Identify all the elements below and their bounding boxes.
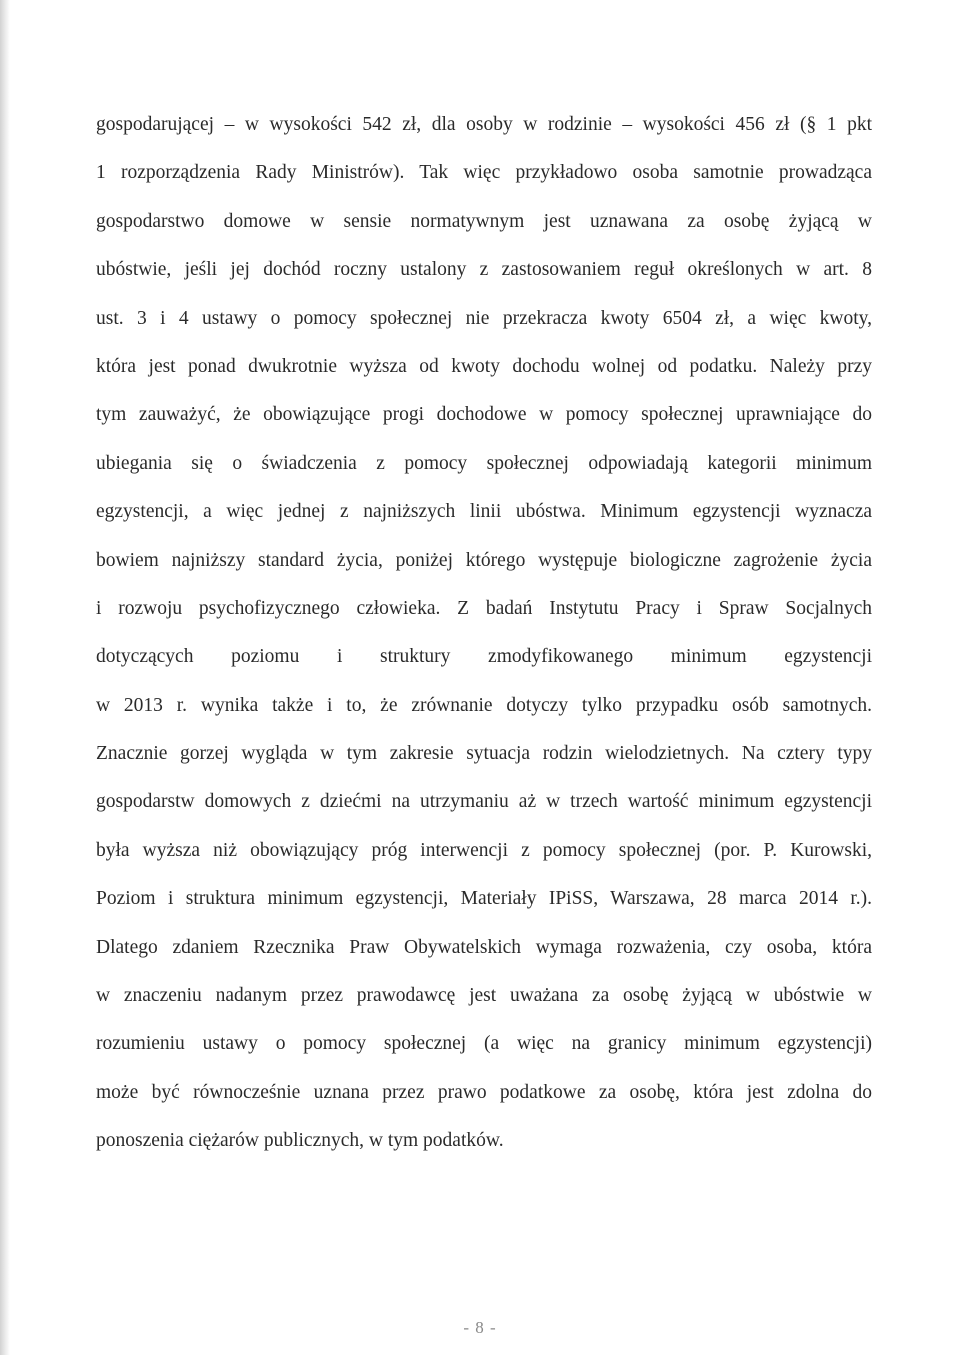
text-line-6: która jest ponad dwukrotnie wyższa od kwoty dochodu wolnej od podatku. Należy przy <box>96 355 872 377</box>
text-line-11: i rozwoju psychofizycznego człowieka. Z badań Instytutu Pracy i Spraw Socjalnych <box>96 597 872 619</box>
text-line-4: ubóstwie, jeśli jej dochód roczny ustalony z zastosowaniem reguł określonych w art. 8 <box>96 259 872 281</box>
text-line-5: ust. 3 i 4 ustawy o pomocy społecznej nie przekracza kwoty 6504 zł, a więc kwoty, <box>96 307 872 329</box>
text-line-17: Poziom i struktura minimum egzystencji, Materiały IPiSS, Warszawa, 28 marca 2014 r.). <box>96 888 872 910</box>
text-line-13: w 2013 r. wynika także i to, że zrównanie dotyczy tylko przypadku osób samotnych. <box>96 694 872 716</box>
text-line-1: gospodarującej – w wysokości 542 zł, dla osoby w rodzinie – wysokości 456 zł (§ 1 pkt <box>96 114 872 135</box>
scan-edge-shadow <box>0 0 10 1355</box>
page-number: - 8 - <box>463 1318 497 1337</box>
text-line-7: tym zauważyć, że obowiązujące progi dochodowe w pomocy społecznej uprawniające do <box>96 404 872 426</box>
text-line-18: Dlatego zdaniem Rzecznika Praw Obywatelskich wymaga rozważenia, czy osoba, która <box>96 936 872 958</box>
text-line-16: była wyższa niż obowiązujący próg interwencji z pomocy społecznej (por. P. Kurowski, <box>96 839 872 861</box>
text-line-21: może być równocześnie uznana przez prawo podatkowe za osobę, która jest zdolna do <box>96 1081 872 1103</box>
text-line-8: ubiegania się o świadczenia z pomocy społecznej odpowiadają kategorii minimum <box>96 452 872 474</box>
text-line-20: rozumieniu ustawy o pomocy społecznej (a więc na granicy minimum egzystencji) <box>96 1033 872 1055</box>
text-line-9: egzystencji, a więc jednej z najniższych linii ubóstwa. Minimum egzystencji wyznacza <box>96 501 872 523</box>
text-line-2: 1 rozporządzenia Rady Ministrów). Tak więc przykładowo osoba samotnie prowadząca <box>96 162 872 184</box>
text-line-22: ponoszenia ciężarów publicznych, w tym podatków. <box>96 1130 504 1152</box>
text-line-19: w znaczeniu nadanym przez prawodawcę jest uważana za osobę żyjącą w ubóstwie w <box>96 985 872 1007</box>
document-body-text <box>96 108 872 1173</box>
text-line-15: gospodarstw domowych z dziećmi na utrzymaniu aż w trzech wartość minimum egzystencji <box>96 791 872 813</box>
text-line-12: dotyczących poziomu i struktury zmodyfikowanego minimum egzystencji <box>96 646 872 668</box>
text-line-10: bowiem najniższy standard życia, poniżej którego występuje biologiczne zagrożenie życia <box>96 549 872 571</box>
text-line-3: gospodarstwo domowe w sensie normatywnym jest uznawana za osobę żyjącą w <box>96 210 872 232</box>
text-line-14: Znacznie gorzej wygląda w tym zakresie sytuacja rodzin wielodzietnych. Na cztery typy <box>96 743 872 765</box>
